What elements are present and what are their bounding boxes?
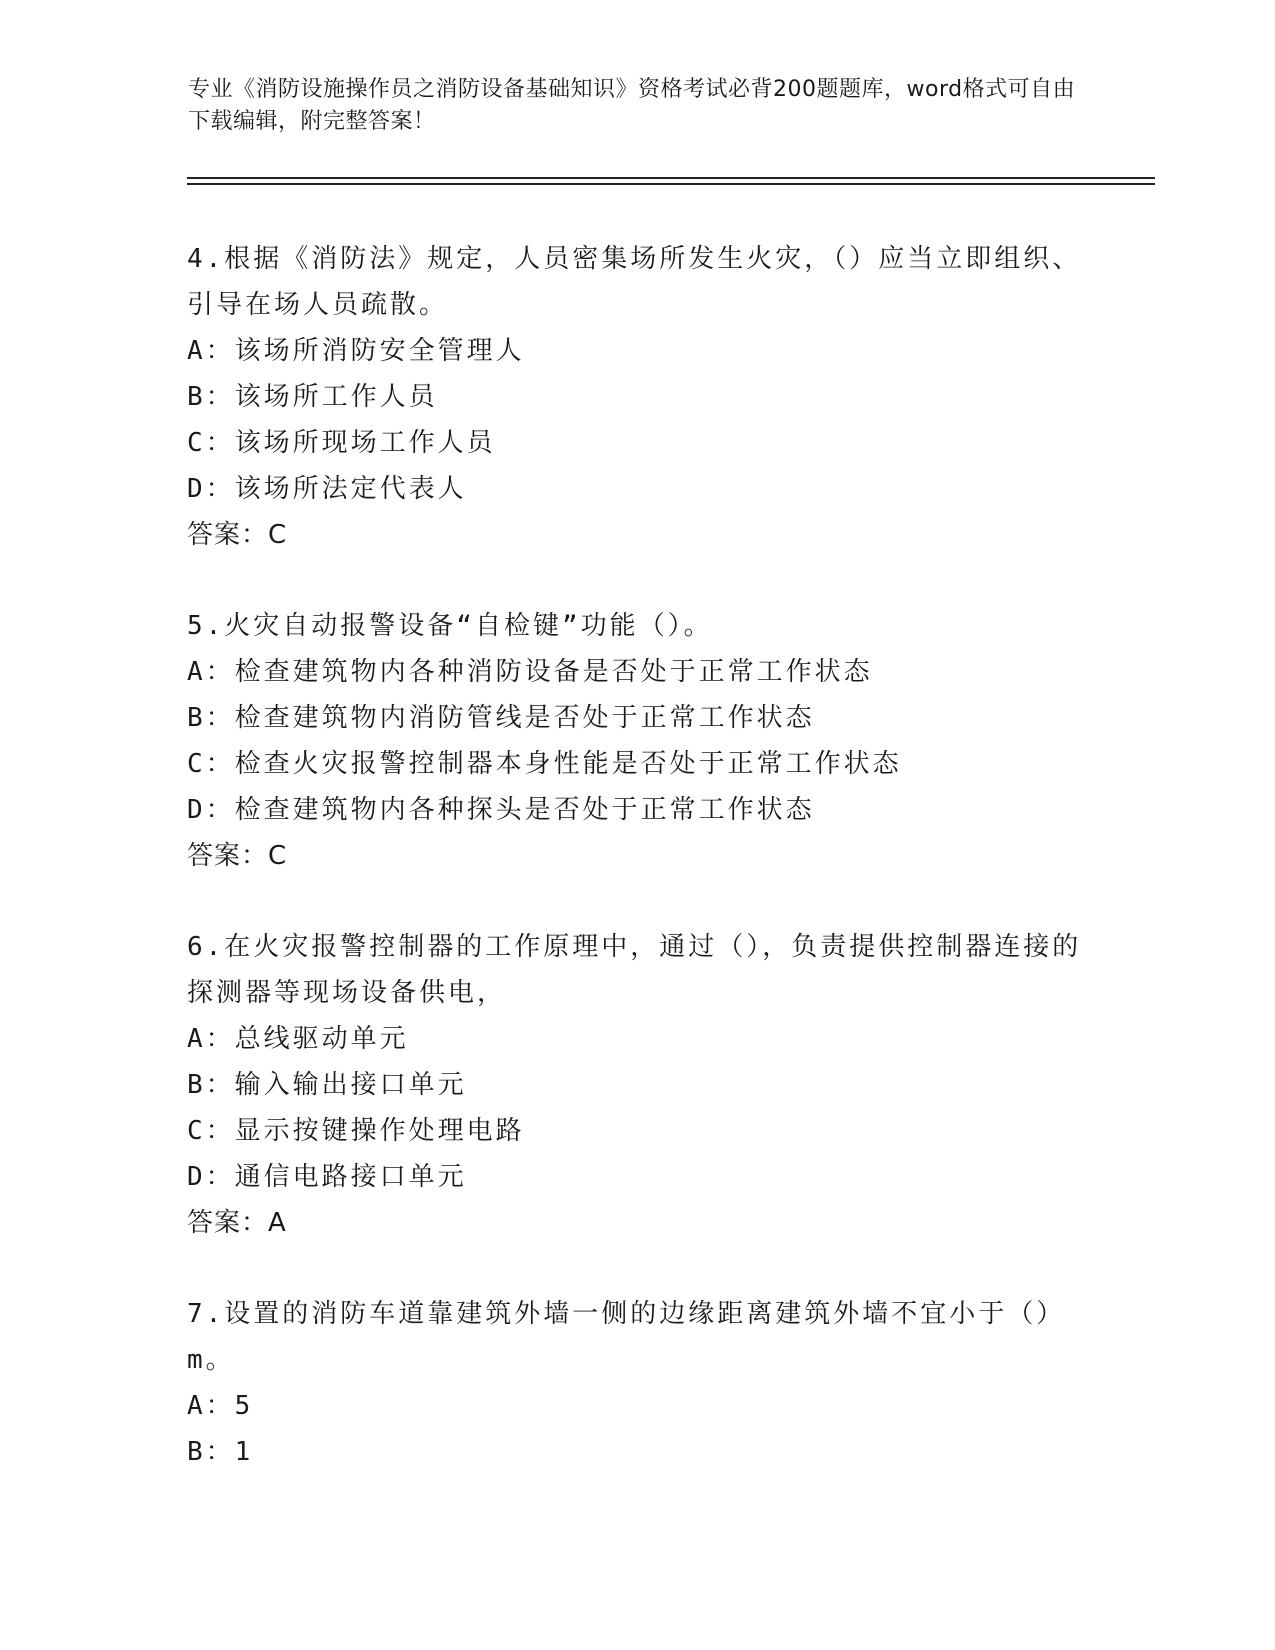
answer-line: 答案：C xyxy=(187,520,288,550)
option-a: A：检查建筑物内各种消防设备是否处于正常工作状态 xyxy=(187,657,873,687)
question-text: 7.设置的消防车道靠建筑外墙一侧的边缘距离建筑外墙不宜小于（）m。 xyxy=(187,1299,1066,1375)
option-b: B：输入输出接口单元 xyxy=(187,1070,467,1100)
header-divider-top xyxy=(187,177,1155,179)
option-c: C：显示按键操作处理电路 xyxy=(187,1116,525,1146)
option-b: B：该场所工作人员 xyxy=(187,382,438,412)
question-4 xyxy=(187,236,1087,558)
option-d: D：通信电路接口单元 xyxy=(187,1162,467,1192)
option-a: A：5 xyxy=(187,1391,254,1421)
option-d: D：该场所法定代表人 xyxy=(187,474,467,504)
answer-line: 答案：A xyxy=(187,1208,287,1238)
question-5 xyxy=(187,603,1087,879)
question-7 xyxy=(187,1291,1087,1475)
option-a: A：该场所消防安全管理人 xyxy=(187,336,525,366)
question-list xyxy=(187,236,1087,1520)
option-b: B：1 xyxy=(187,1437,254,1467)
option-a: A：总线驱动单元 xyxy=(187,1024,409,1054)
option-c: C：该场所现场工作人员 xyxy=(187,428,496,458)
answer-line: 答案：C xyxy=(187,841,288,871)
option-c: C：检查火灾报警控制器本身性能是否处于正常工作状态 xyxy=(187,749,902,779)
question-text: 6.在火灾报警控制器的工作原理中，通过（），负责提供控制器连接的探测器等现场设备供电， xyxy=(187,932,1082,1008)
question-6 xyxy=(187,924,1087,1246)
intro-text: 专业《消防设施操作员之消防设备基础知识》资格考试必背200题题库，word格式可自由下载编辑，附完整答案！ xyxy=(188,77,1076,134)
question-text: 4.根据《消防法》规定，人员密集场所发生火灾，（）应当立即组织、引导在场人员疏散。 xyxy=(187,244,1082,320)
option-d: D：检查建筑物内各种探头是否处于正常工作状态 xyxy=(187,795,815,825)
document-intro xyxy=(188,74,1078,138)
option-b: B：检查建筑物内消防管线是否处于正常工作状态 xyxy=(187,703,815,733)
header-divider-bottom xyxy=(187,183,1155,185)
question-text: 5.火灾自动报警设备“自检键”功能（）。 xyxy=(187,611,713,641)
